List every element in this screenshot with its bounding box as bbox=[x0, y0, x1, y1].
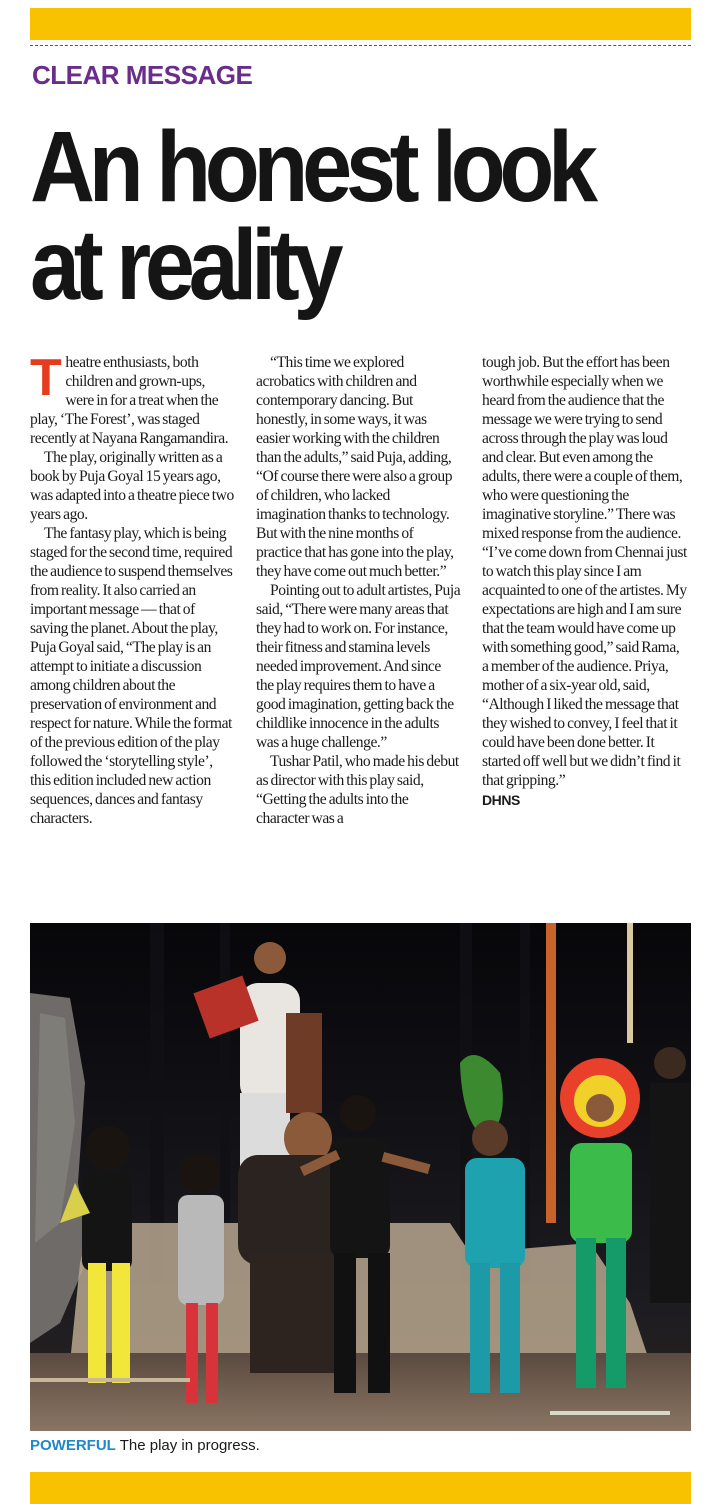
photo-caption bbox=[30, 1437, 260, 1454]
article-column-3 bbox=[482, 353, 687, 810]
headline-line-1: An honest look bbox=[30, 111, 592, 223]
paragraph: tough job. But the effort has been worthwhile especially when we heard from the audience that the message we were trying to send across through the play was loud and clear. But even among the adults, there were a couple of them, who were questioning the imaginative storyline.” There was mixed response from the audience. “I’ve come down from Chennai just to watch this play since I am acquainted to one of the artistes. My expectations are high and I am sure that the team would have come up with something good,” said Rama, a member of the audience. Priya, mother of a six-year old, said, “Although I liked the message that they wished to convey, I feel that it could have been done better. It started off well but we didn’t find it that gripping.” bbox=[482, 354, 687, 789]
paragraph: Pointing out to adult artistes, Puja said, “There were many areas that they had to work on. For instance, their fitness and stamina levels needed improvement. And since the play requires them to have a good imagination, getting back the childlike innocence in the adults was a huge challenge.” bbox=[256, 582, 461, 751]
paragraph: “This time we explored acrobatics with children and contemporary dancing. But honestly, in some ways, it was easier working with the children than the adults,” said Puja, adding, “Of course there were also a group of children, who lacked imagination thanks to technology. But with the nine months of practice that has gone into the play, they have come out much better.” bbox=[256, 354, 454, 580]
drop-cap: T bbox=[30, 349, 62, 407]
paragraph: The fantasy play, which is being staged for the second time, required the audience to suspend themselves from reality. It also carried an important message — that of saving the planet. About the play, Puja Goyal said, “The play is an attempt to initiate a discussion among children about the preservation of environment and respect for nature. While the format of the previous edition of the play followed the ‘storytelling style’, this edition included new action sequences, dances and fantasy characters. bbox=[30, 525, 233, 827]
paragraph: The play, originally written as a book by Puja Goyal 15 years ago, was adapted into a theatre piece two years ago. bbox=[30, 449, 234, 523]
section-kicker: CLEAR MESSAGE bbox=[32, 60, 253, 90]
headline bbox=[30, 111, 592, 321]
headline-line-2: at reality bbox=[30, 209, 338, 321]
caption-text: The play in progress. bbox=[119, 1437, 260, 1454]
paragraph: Theatre enthusiasts, both children and grown-ups, were in for a treat when the play, ‘The Forest’, was staged recently at Nayana Rangamandira. bbox=[30, 349, 229, 447]
stage-photo bbox=[30, 923, 691, 1431]
paragraph: Tushar Patil, who made his debut as director with this play said, “Getting the adults into the character was a bbox=[256, 753, 459, 827]
top-yellow-band bbox=[30, 8, 691, 40]
bottom-yellow-band bbox=[30, 1472, 691, 1504]
byline-signature: DHNS bbox=[482, 792, 520, 808]
article-column-1 bbox=[30, 349, 235, 828]
article-column-2 bbox=[256, 353, 461, 828]
dashed-divider bbox=[30, 45, 691, 46]
caption-label: POWERFUL bbox=[30, 1437, 116, 1454]
